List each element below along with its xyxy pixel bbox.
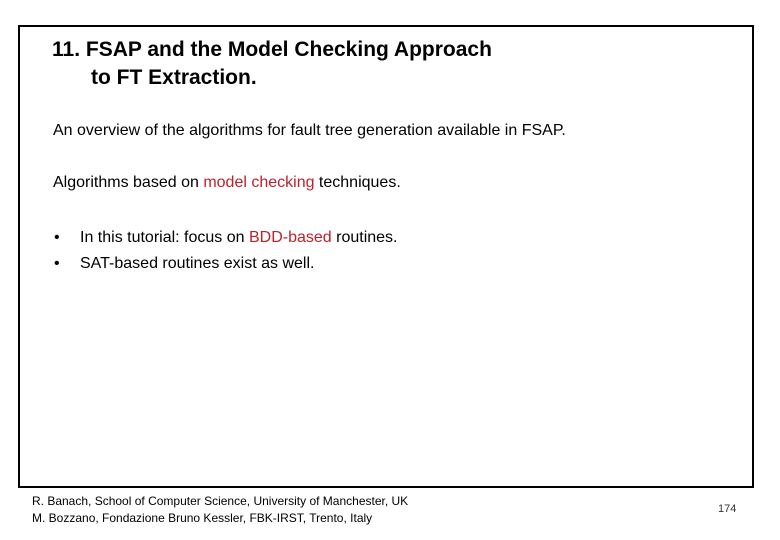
bdd-based-highlight: BDD-based xyxy=(248,229,332,246)
footer-credits xyxy=(32,493,408,527)
footer-line2: M. Bozzano, Fondazione Bruno Kessler, FBK-IRST, Trento, Italy xyxy=(32,511,373,525)
slide-title-line2: to FT Extraction. xyxy=(91,66,257,89)
bullet-sat-text: SAT-based routines exist as well. xyxy=(80,255,315,272)
model-checking-highlight: model checking xyxy=(203,174,315,191)
bullet-list xyxy=(53,225,398,277)
bullet-item-bdd xyxy=(53,225,398,251)
slide-title-line1: 11. FSAP and the Model Checking Approach xyxy=(52,38,492,61)
bullet-bdd-suffix: routines. xyxy=(331,229,398,246)
bullet-dot-icon: • xyxy=(54,229,60,246)
bullet-dot-icon: • xyxy=(54,255,60,272)
slide-title xyxy=(52,36,492,92)
bullet-item-sat xyxy=(53,251,398,277)
bullet-bdd-prefix: In this tutorial: focus on xyxy=(80,229,249,246)
algorithms-text xyxy=(53,173,401,193)
overview-text: An overview of the algorithms for fault tree generation available in FSAP. xyxy=(53,122,566,139)
page-number: 174 xyxy=(718,503,737,515)
algorithms-suffix: techniques. xyxy=(314,174,401,191)
footer-line1: R. Banach, School of Computer Science, University of Manchester, UK xyxy=(32,494,409,508)
algorithms-prefix: Algorithms based on xyxy=(53,174,204,191)
